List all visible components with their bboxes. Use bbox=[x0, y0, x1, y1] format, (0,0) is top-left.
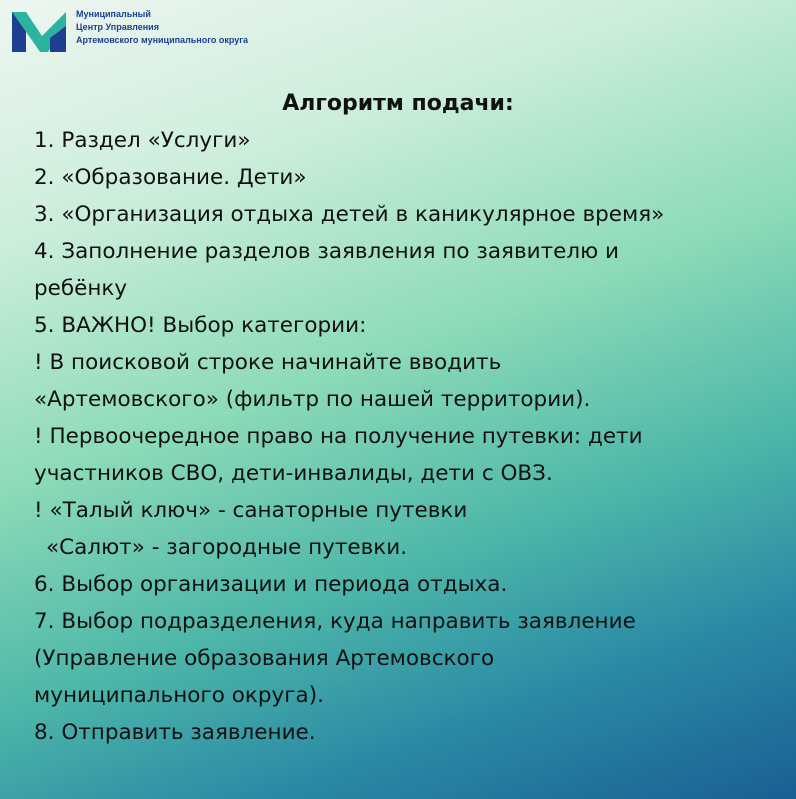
step-line: ! «Талый ключ» - санаторные путевки bbox=[34, 498, 468, 523]
org-name-line-1: Муниципальный bbox=[76, 9, 151, 19]
step-line: 4. Заполнение разделов заявления по заявителю и bbox=[34, 239, 619, 264]
step-line: «Салют» - загородные путевки. bbox=[46, 535, 408, 560]
step-line: ! В поисковой строке начинайте вводить bbox=[34, 350, 502, 375]
step-line: 7. Выбор подразделения, куда направить заявление bbox=[34, 609, 636, 634]
step-line: (Управление образования Артемовского bbox=[34, 646, 495, 671]
step-line: 3. «Организация отдыха детей в каникулярное время» bbox=[34, 202, 665, 227]
step-line: муниципального округа). bbox=[34, 683, 324, 708]
organization-logo bbox=[10, 8, 248, 54]
org-name-line-2: Центр Управления bbox=[76, 22, 159, 32]
step-line: 6. Выбор организации и периода отдыха. bbox=[34, 572, 508, 597]
page-title: Алгоритм подачи: bbox=[282, 91, 514, 116]
organization-name bbox=[76, 8, 248, 47]
step-line: 2. «Образование. Дети» bbox=[34, 165, 307, 190]
step-line: участников СВО, дети-инвалиды, дети с ОВЗ. bbox=[34, 461, 553, 486]
step-line: ребёнку bbox=[34, 276, 128, 301]
step-line: ! Первоочередное право на получение путевки: дети bbox=[34, 424, 643, 449]
step-line: 1. Раздел «Услуги» bbox=[34, 128, 251, 153]
step-line: 8. Отправить заявление. bbox=[34, 720, 316, 745]
steps-list bbox=[34, 122, 779, 751]
org-name-line-3: Артемовского муниципального округа bbox=[76, 35, 249, 45]
step-line: 5. ВАЖНО! Выбор категории: bbox=[34, 313, 367, 338]
mcu-logo-icon bbox=[10, 8, 68, 54]
step-line: «Артемовского» (фильтр по нашей территории). bbox=[34, 387, 591, 412]
